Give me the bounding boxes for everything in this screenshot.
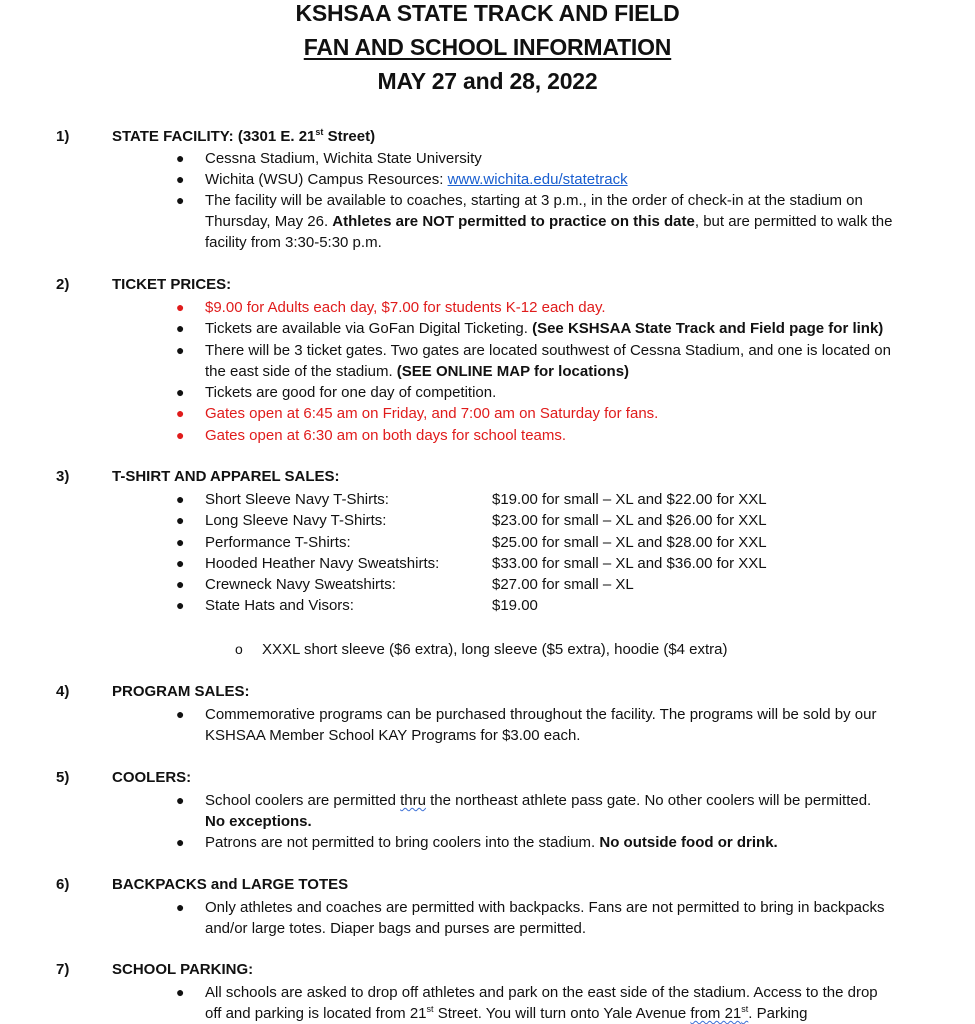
text-span: the east side of the stadium. — [205, 363, 397, 380]
bold-text-span: (SEE ONLINE MAP for locations) — [396, 363, 630, 380]
apparel-price: $27.00 for small – XL — [492, 576, 634, 593]
section-1-bullet-2 — [205, 169, 940, 190]
bullet-icon: ● — [176, 384, 185, 400]
apparel-item: State Hats and Visors: — [205, 597, 354, 614]
section-1-heading-text: STATE FACILITY: (3301 E. 21 — [112, 128, 316, 145]
bullet-icon: ● — [176, 299, 185, 315]
apparel-price: $19.00 for small – XL and $22.00 for XXL — [492, 491, 767, 508]
section-5-heading: COOLERS: — [112, 769, 192, 786]
text-span — [690, 1005, 748, 1022]
section-2-bullet-2 — [205, 318, 940, 339]
section-7-bullet-1 — [205, 982, 940, 1024]
section-3-number: 3) — [56, 468, 70, 485]
section-1-heading-sup: st — [315, 127, 324, 137]
doc-subtitle: FAN AND SCHOOL INFORMATION — [303, 34, 672, 60]
section-5-number: 5) — [56, 769, 70, 786]
section-4-number: 4) — [56, 683, 70, 700]
text-line: Only athletes and coaches are permitted with backpacks. Fans are not permitted to bring in backpacks — [205, 899, 885, 916]
text-span: Patrons are not permitted to bring coolers into the stadium. — [205, 834, 600, 851]
doc-date: MAY 27 and 28, 2022 — [377, 68, 598, 94]
bullet-icon: ● — [176, 512, 185, 528]
section-3-heading: T-SHIRT AND APPAREL SALES: — [112, 468, 340, 485]
section-5-bullet-2 — [205, 832, 940, 853]
bullet-icon: ● — [176, 899, 185, 915]
section-1-bullet-3-line-2 — [205, 211, 940, 232]
bold-text-span: Athletes are NOT permitted to practice on this date — [332, 213, 695, 230]
section-1-bullet-3 — [205, 190, 940, 253]
section-1-bullet-3-line-1: The facility will be available to coaches, starting at 3 p.m., in the order of check-in at the stadium on — [205, 192, 863, 209]
bullet-icon: ● — [176, 576, 185, 592]
apparel-item: Performance T-Shirts: — [205, 534, 351, 551]
section-5-bullet-1 — [205, 790, 940, 832]
text-line — [205, 361, 940, 382]
bold-text-span: (See KSHSAA State Track and Field page for link) — [532, 320, 884, 337]
superscript: st — [426, 1004, 434, 1014]
apparel-item: Short Sleeve Navy T-Shirts: — [205, 491, 389, 508]
bold-text-line: No exceptions. — [205, 813, 312, 830]
bullet-icon: ● — [176, 792, 185, 808]
section-2-number: 2) — [56, 276, 70, 293]
bullet-icon: ● — [176, 984, 185, 1000]
text-span: the northeast athlete pass gate. No other coolers will be permitted. — [425, 792, 872, 809]
text-span: Tickets are available via GoFan Digital Ticketing. — [205, 320, 533, 337]
section-2-bullet-4: Tickets are good for one day of competition. — [205, 384, 497, 401]
text-line: KSHSAA Member School KAY Programs for $3.00 each. — [205, 727, 581, 744]
bullet-icon: ● — [176, 706, 185, 722]
statetrack-link[interactable]: www.wichita.edu/statetrack — [447, 171, 628, 188]
apparel-price: $25.00 for small – XL and $28.00 for XXL — [492, 534, 767, 551]
text-span: , but are permitted to walk the — [694, 213, 893, 230]
bullet-icon: ● — [176, 150, 185, 166]
campus-resources-label: Wichita (WSU) Campus Resources: — [205, 171, 448, 188]
bullet-icon: ● — [176, 320, 185, 336]
section-1-bullet-1: Cessna Stadium, Wichita State University — [205, 150, 482, 167]
text-line: and/or large totes. Diaper bags and purses are permitted. — [205, 920, 587, 937]
section-1-bullet-3-line-3: facility from 3:30-5:30 p.m. — [205, 234, 382, 251]
text-span: off and parking is located from 21 — [205, 1005, 427, 1022]
superscript: st — [741, 1004, 749, 1014]
bullet-icon: ● — [176, 491, 185, 507]
section-6-number: 6) — [56, 876, 70, 893]
apparel-item: Crewneck Navy Sweatshirts: — [205, 576, 396, 593]
bold-text-span: No outside food or drink. — [599, 834, 778, 851]
text-line: There will be 3 ticket gates. Two gates are located southwest of Cessna Stadium, and one is located on — [205, 342, 891, 359]
section-6-heading: BACKPACKS and LARGE TOTES — [112, 876, 349, 893]
doc-title: KSHSAA STATE TRACK AND FIELD — [295, 0, 680, 26]
text-line: Commemorative programs can be purchased throughout the facility. The programs will be sold by our — [205, 706, 877, 723]
section-2-bullet-5: Gates open at 6:45 am on Friday, and 7:00 am on Saturday for fans. — [205, 405, 659, 422]
section-2-heading: TICKET PRICES: — [112, 276, 232, 293]
bullet-icon: ● — [176, 171, 185, 187]
hollow-bullet-icon: o — [235, 641, 243, 657]
text-span: Thursday, May 26. — [205, 213, 333, 230]
apparel-item: Long Sleeve Navy T-Shirts: — [205, 512, 387, 529]
section-7-heading: SCHOOL PARKING: — [112, 961, 254, 978]
text-span: Street. You will turn onto Yale Avenue — [433, 1005, 691, 1022]
section-2-bullet-1: $9.00 for Adults each day, $7.00 for students K-12 each day. — [205, 299, 606, 316]
section-7-number: 7) — [56, 961, 70, 978]
apparel-price: $23.00 for small – XL and $26.00 for XXL — [492, 512, 767, 529]
text-span: . Parking — [748, 1005, 808, 1022]
text-line: All schools are asked to drop off athletes and park on the east side of the stadium. Access to the drop — [205, 984, 878, 1001]
bullet-icon: ● — [176, 342, 185, 358]
bullet-icon: ● — [176, 555, 185, 571]
section-2-bullet-6: Gates open at 6:30 am on both days for school teams. — [205, 427, 567, 444]
apparel-item: Hooded Heather Navy Sweatshirts: — [205, 555, 440, 572]
text-span: thru — [400, 792, 426, 809]
section-2-bullet-3 — [205, 340, 940, 382]
section-1-heading — [112, 128, 375, 145]
bullet-icon: ● — [176, 192, 185, 208]
apparel-price: $33.00 for small – XL and $36.00 for XXL — [492, 555, 767, 572]
section-1-number: 1) — [56, 128, 70, 145]
bullet-icon: ● — [176, 597, 185, 613]
text-line — [205, 1003, 940, 1024]
text-span: from 21 — [690, 1005, 742, 1022]
section-4-heading: PROGRAM SALES: — [112, 683, 250, 700]
text-span: School coolers are permitted — [205, 792, 401, 809]
section-6-bullet-1 — [205, 897, 940, 939]
bullet-icon: ● — [176, 834, 185, 850]
section-3-sub-bullet: XXXL short sleeve ($6 extra), long sleeve ($5 extra), hoodie ($4 extra) — [262, 641, 728, 658]
bullet-icon: ● — [176, 534, 185, 550]
text-line — [205, 790, 940, 811]
bullet-icon: ● — [176, 427, 185, 443]
bullet-icon: ● — [176, 405, 185, 421]
apparel-price: $19.00 — [492, 597, 538, 614]
section-4-bullet-1 — [205, 704, 940, 746]
section-1-heading-text-end: Street) — [323, 128, 376, 145]
